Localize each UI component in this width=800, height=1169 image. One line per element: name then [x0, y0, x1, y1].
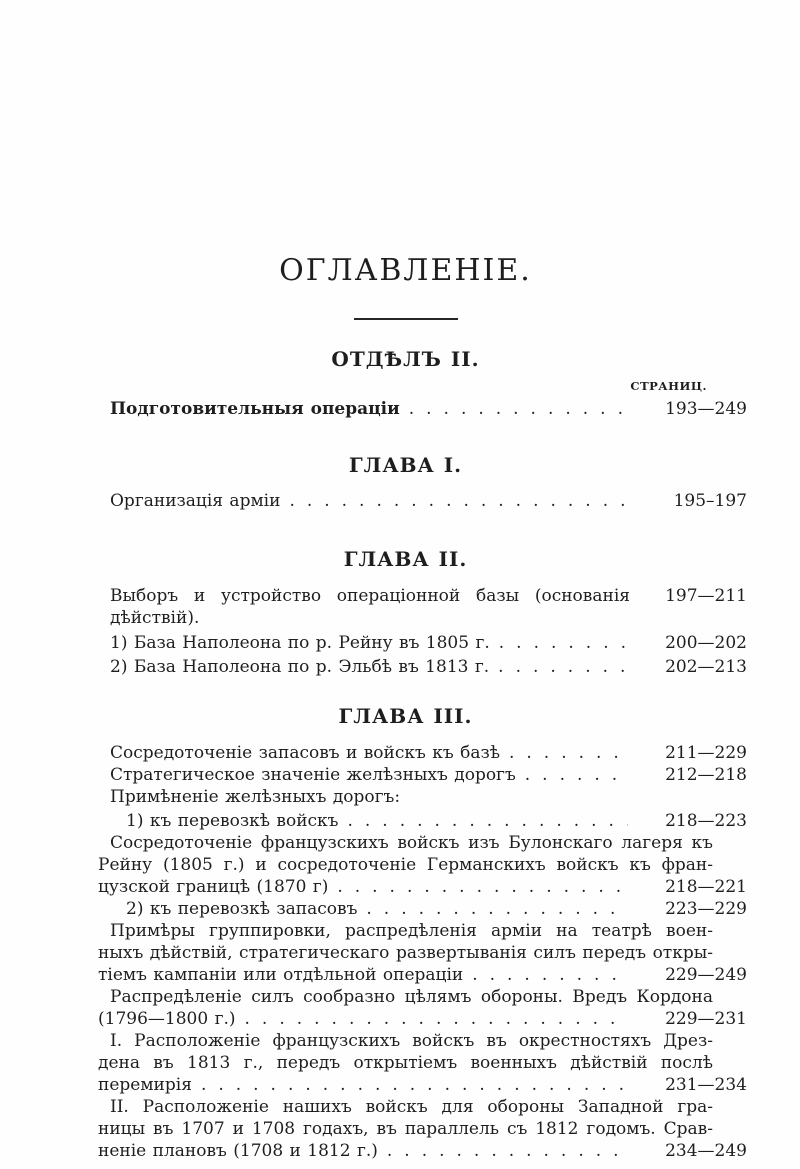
dot-leader	[509, 742, 628, 764]
toc-row	[98, 632, 747, 654]
toc-row	[98, 964, 747, 986]
toc-entry-pages: 211—229	[665, 743, 747, 763]
toc-row	[98, 986, 747, 1008]
toc-row	[98, 1030, 747, 1052]
toc-row	[98, 876, 747, 898]
toc-row	[98, 398, 747, 420]
toc-row	[98, 1096, 747, 1118]
toc-row	[98, 585, 747, 629]
toc-row	[98, 1140, 747, 1162]
toc-entry-text: ницы въ 1707 и 1708 годахъ, въ параллель съ 1812 годомъ. Срав-	[98, 1119, 713, 1139]
toc-entry-text: Рейну (1805 г.) и сосредоточеніе Германскихъ войскъ къ фран-	[98, 855, 713, 875]
toc-row	[98, 1118, 747, 1140]
chapter-heading-1: ГЛАВА I.	[348, 453, 463, 477]
toc-entry-pages: 229—231	[665, 1009, 747, 1029]
toc-entry-text: 2) къ перевозкѣ запасовъ	[126, 899, 358, 919]
dot-leader	[525, 764, 628, 786]
column-header-pages: СТРАНИЦ.	[630, 379, 707, 393]
toc-row	[98, 786, 747, 808]
toc-entry-text: I. Расположеніе французскихъ войскъ въ окрестностяхъ Дрез-	[110, 1031, 713, 1051]
toc-entry-pages: 234—249	[665, 1141, 747, 1161]
dot-leader	[387, 1140, 628, 1162]
toc-entry-pages: 197—211	[665, 586, 747, 606]
dot-leader	[245, 1008, 628, 1030]
toc-entry-text: перемирія	[98, 1075, 192, 1095]
toc-entry-text: Выборъ и устройство операціонной базы (основанія дѣйствій).	[110, 586, 630, 628]
toc-row	[98, 656, 747, 678]
toc-entry-pages: 218—221	[665, 877, 747, 897]
toc-entry-text: Примѣры группировки, распредѣленія арміи на театрѣ воен-	[110, 921, 713, 941]
toc-row	[98, 1052, 747, 1074]
toc-entry-text: II. Расположеніе нашихъ войскъ для обороны Западной гра-	[110, 1097, 713, 1117]
dot-leader	[289, 490, 628, 512]
toc-entry-text: Сосредоточеніе запасовъ и войскъ къ базѣ	[110, 743, 500, 763]
toc-entry-text: (1796—1800 г.)	[98, 1009, 236, 1029]
toc-entry-pages: 200—202	[665, 633, 747, 653]
toc-entry-text: 1) База Наполеона по р. Рейну въ 1805 г.	[110, 633, 490, 653]
toc-entry-text: Подготовительныя операціи	[110, 399, 400, 419]
chapter-heading-2: ГЛАВА II.	[343, 547, 468, 571]
toc-row	[98, 1074, 747, 1096]
toc-row	[98, 490, 747, 512]
dot-leader	[499, 632, 628, 654]
page-title: ОГЛАВЛЕНІЕ.	[279, 253, 532, 288]
toc-entry-pages: 231—234	[665, 1075, 747, 1095]
toc-row	[98, 810, 747, 832]
chapter-heading-3: ГЛАВА III.	[338, 704, 473, 728]
toc-row	[98, 764, 747, 786]
dot-leader	[472, 964, 628, 986]
toc-entry-text: Организація арміи	[110, 491, 281, 511]
toc-entry-text: ныхъ дѣйствій, стратегическаго развертыванія силъ передъ откры-	[98, 943, 713, 963]
toc-entry-pages: 223—229	[665, 899, 747, 919]
toc-entry-text: Сосредоточеніе французскихъ войскъ изъ Булонскаго лагеря къ	[110, 833, 713, 853]
toc-row	[98, 942, 747, 964]
toc-entry-pages: 229—249	[665, 965, 747, 985]
dot-leader	[498, 656, 628, 678]
toc-entry-text: дена въ 1813 г., передъ открытіемъ военныхъ дѣйствій послѣ	[98, 1053, 713, 1073]
toc-entry-text: тіемъ кампаніи или отдѣльной операціи	[98, 965, 464, 985]
dot-leader	[201, 1074, 628, 1096]
toc-row	[98, 742, 747, 764]
toc-entry-text: Примѣненіе желѣзныхъ дорогъ:	[110, 787, 401, 807]
toc-entry-text: 1) къ перевозкѣ войскъ	[126, 811, 339, 831]
toc-row	[98, 854, 747, 876]
toc-row	[98, 832, 747, 854]
section-heading-otdel-2: ОТДѢЛЪ II.	[331, 347, 480, 371]
dot-leader	[366, 898, 628, 920]
toc-entry-text: цузской границѣ (1870 г)	[98, 877, 329, 897]
dot-leader	[409, 398, 628, 420]
toc-row	[98, 898, 747, 920]
toc-entry-text: 2) База Наполеона по р. Эльбѣ въ 1813 г.	[110, 657, 490, 677]
toc-entry-pages: 193—249	[665, 399, 747, 419]
toc-row	[98, 920, 747, 942]
toc-entry-pages: 202—213	[665, 657, 747, 677]
toc-entry-pages: 212—218	[665, 765, 747, 785]
dot-leader	[337, 876, 628, 898]
toc-row	[98, 1008, 747, 1030]
toc-entry-text: Стратегическое значеніе желѣзныхъ дорогъ	[110, 765, 516, 785]
toc-entry-text: Распредѣленіе силъ сообразно цѣлямъ обороны. Вредъ Кордона	[110, 987, 713, 1007]
toc-entry-pages: 195–197	[673, 491, 747, 511]
dot-leader	[348, 810, 629, 832]
toc-entry-text: неніе плановъ (1708 и 1812 г.)	[98, 1141, 378, 1161]
toc-entry-pages: 218—223	[665, 811, 747, 831]
title-divider-rule	[354, 318, 458, 320]
